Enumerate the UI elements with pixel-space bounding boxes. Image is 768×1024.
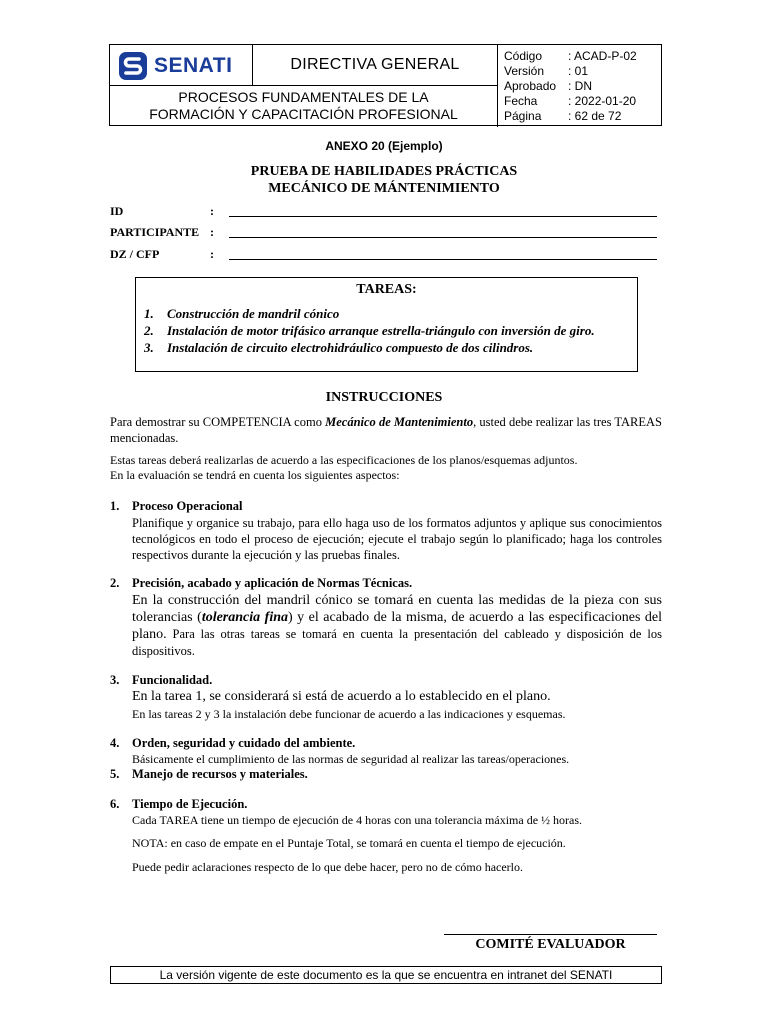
item-heading-text: Orden, seguridad y cuidado del ambiente.	[132, 736, 356, 750]
item-text: En las tareas 2 y 3 la instalación debe funcionar de acuerdo a las indicaciones y esquemas.	[132, 707, 566, 721]
signature-line	[444, 934, 657, 935]
field-label: DZ / CFP	[110, 247, 160, 261]
meta-key: Código	[504, 49, 543, 63]
tasks-box	[135, 277, 638, 372]
item-text: Cada TAREA tiene un tiempo de ejecución de 4 horas con una tolerancia máxima de ½ horas.	[132, 813, 583, 827]
header-title: DIRECTIVA GENERAL	[253, 45, 497, 86]
item-num: 5.	[110, 767, 120, 781]
instructions-paragraph-2	[110, 453, 662, 483]
field-colon: :	[210, 225, 214, 239]
item-num: 4.	[110, 736, 120, 750]
item-heading	[110, 797, 247, 812]
item-text: Planifique y organice su trabajo, para ello haga uso de los formatos adjuntos y aplique sus conocimientos tecnológicos en todo el proceso de ejecución; ejecute el trabajo según lo planificado; haga los controles respectivos durante la ejecución y las pruebas finales.	[132, 516, 662, 562]
item-num: 2.	[110, 576, 120, 590]
task-num: 1.	[144, 306, 154, 321]
field-colon: :	[210, 247, 214, 261]
item-heading	[110, 499, 243, 514]
item-num: 1.	[110, 499, 120, 513]
intro-a: Para demostrar su COMPETENCIA como	[110, 415, 326, 429]
item-heading-text: Manejo de recursos y materiales.	[132, 767, 308, 781]
task-num: 2.	[144, 323, 154, 338]
item-heading-text: Funcionalidad.	[132, 673, 213, 687]
item2-text-b: tolerancia fina	[201, 610, 288, 625]
field-label: PARTICIPANTE	[110, 225, 200, 239]
item-text: En la tarea 1, se considerará si está de acuerdo a lo establecido en el plano.	[132, 689, 551, 704]
task-item	[144, 340, 533, 356]
p2-line1: Estas tareas deberá realizarlas de acuerdo a las especificaciones de los planos/esquemas adjuntos.	[110, 453, 578, 467]
p2-line2: En la evaluación se tendrá en cuenta los siguientes aspectos:	[110, 468, 400, 482]
item2-text-c: ) y el acabado de la misma, de acuerdo a las especificaciones del plano.	[132, 610, 663, 642]
item-text: NOTA: en caso de empate en el Puntaje Total, se tomará en cuenta el tiempo de ejecución.	[132, 836, 566, 850]
header-subtitle-line1: PROCESOS FUNDAMENTALES DE LA	[178, 89, 429, 105]
header-subtitle	[110, 86, 497, 127]
instructions-title: INSTRUCCIONES	[325, 390, 443, 405]
intro-c: , usted debe realizar las tres TAREAS mencionadas.	[110, 415, 662, 445]
item-num: 3.	[110, 673, 120, 687]
task-text: Instalación de circuito electrohidráulico compuesto de dos cilindros.	[167, 340, 534, 355]
logo-cell	[110, 45, 253, 86]
item-num: 6.	[110, 797, 120, 811]
field-participante	[110, 225, 214, 240]
item2-text-d: Para las otras tareas se tomará en cuenta la presentación del cableado y disposición de los dispositivos.	[132, 627, 662, 658]
annex-label: ANEXO 20 (Ejemplo)	[325, 139, 443, 153]
item-heading-text: Tiempo de Ejecución.	[132, 797, 248, 811]
field-participante-line[interactable]	[229, 237, 657, 238]
task-item	[144, 306, 339, 322]
meta-key: Página	[504, 109, 542, 123]
field-id	[110, 204, 214, 219]
field-dz-cfp	[110, 247, 214, 262]
field-dz-cfp-line[interactable]	[229, 259, 657, 260]
task-text: Construcción de mandril cónico	[167, 306, 340, 321]
item-heading	[110, 576, 412, 591]
meta-value: : DN	[568, 79, 592, 93]
page-title	[0, 163, 768, 197]
field-id-line[interactable]	[229, 216, 657, 217]
footer-note: La versión vigente de este documento es la que se encuentra en intranet del SENATI	[110, 966, 662, 984]
meta-key: Versión	[504, 64, 545, 78]
item-text	[132, 592, 662, 659]
field-label: ID	[110, 204, 124, 218]
field-colon: :	[210, 204, 214, 218]
logo-text: SENATI	[154, 54, 233, 77]
instructions-intro	[110, 414, 662, 446]
tasks-title: TAREAS:	[356, 282, 417, 297]
item-heading-text: Precisión, acabado y aplicación de Normas Técnicas.	[132, 576, 413, 590]
task-text: Instalación de motor trifásico arranque estrella-triángulo con inversión de giro.	[167, 323, 595, 338]
page-title-line2: MECÁNICO DE MÁNTENIMIENTO	[268, 181, 500, 196]
item-heading	[110, 673, 212, 688]
senati-emblem-icon	[118, 51, 148, 81]
header-subtitle-line2: FORMACIÓN Y CAPACITACIÓN PROFESIONAL	[149, 106, 458, 122]
meta-value: : 01	[568, 64, 589, 78]
document-header	[109, 44, 662, 126]
meta-value: : 62 de 72	[568, 109, 622, 123]
meta-key: Fecha	[504, 94, 538, 108]
signature-label: COMITÉ EVALUADOR	[475, 937, 626, 952]
item-text: Básicamente el cumplimiento de las normas de seguridad al realizar las tareas/operaciones.	[132, 752, 570, 766]
senati-logo	[118, 51, 232, 81]
page-title-line1: PRUEBA DE HABILIDADES PRÁCTICAS	[250, 164, 518, 179]
item-heading-text: Proceso Operacional	[132, 499, 243, 513]
item-heading	[110, 736, 355, 751]
intro-b: Mecánico de Mantenimiento	[325, 415, 474, 429]
task-num: 3.	[144, 340, 154, 355]
item2-text-a: En la construcción del mandril cónico se tomará en cuenta las medidas de la pieza con sus tolerancias (	[132, 593, 662, 625]
meta-value: : ACAD-P-02	[568, 49, 637, 63]
item-heading	[110, 767, 308, 782]
meta-value: : 2022-01-20	[568, 94, 637, 108]
meta-key: Aprobado	[504, 79, 557, 93]
header-meta	[497, 45, 663, 127]
item-text: Puede pedir aclaraciones respecto de lo que debe hacer, pero no de cómo hacerlo.	[132, 860, 524, 874]
task-item	[144, 323, 595, 339]
